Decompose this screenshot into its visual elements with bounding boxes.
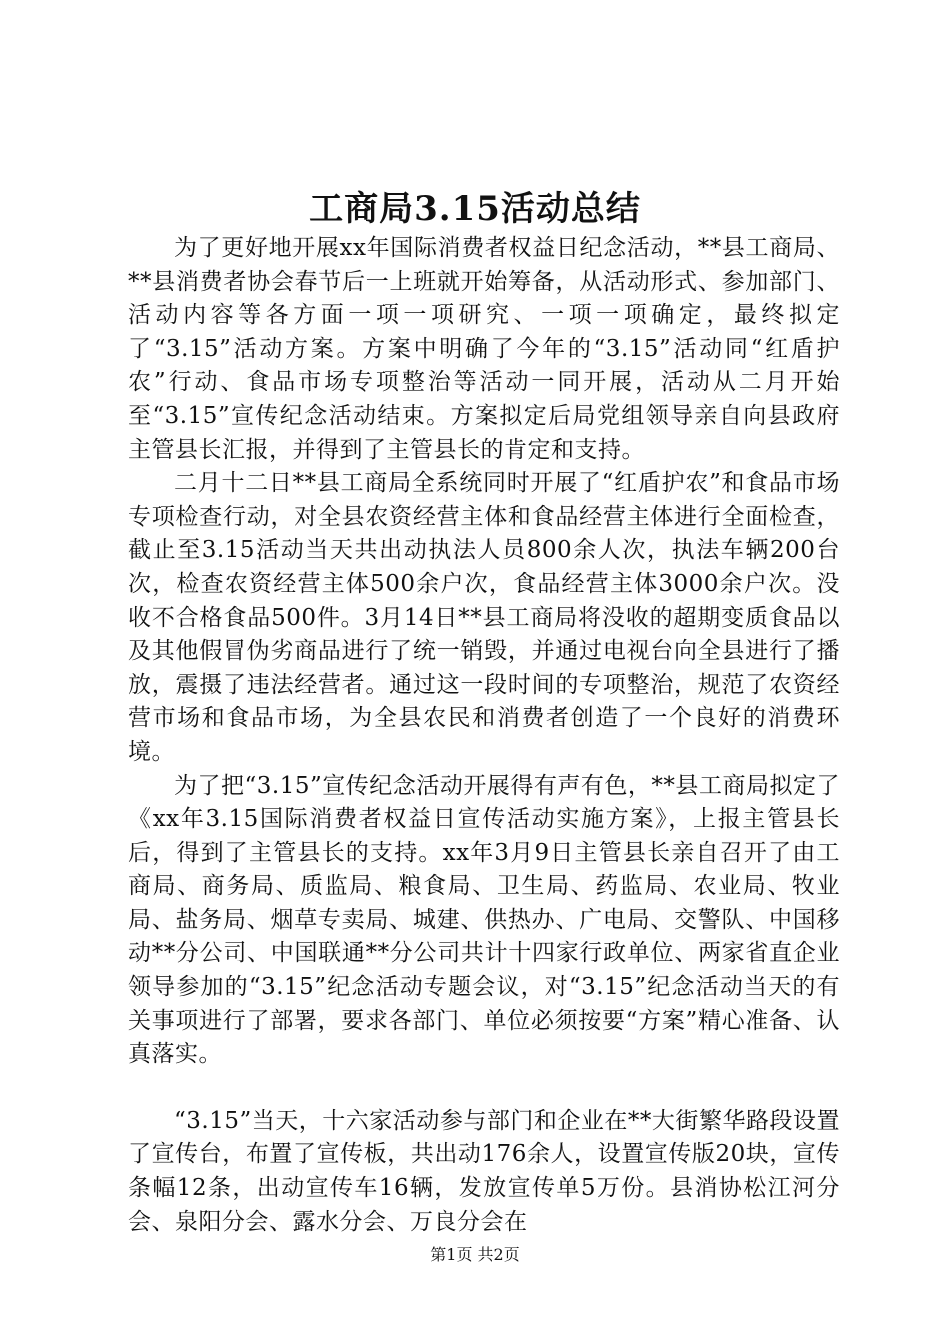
- document-title: 工商局3.15活动总结: [309, 189, 641, 229]
- document-body: [128, 232, 840, 1239]
- paragraph-gap: [128, 1072, 840, 1105]
- paragraph-1: 为了更好地开展xx年国际消费者权益日纪念活动，**县工商局、**县消费者协会春节后一上班就开始筹备，从活动形式、参加部门、活动内容等各方面一项一项研究、一项一项确定，最终拟定了“3.15”活动方案。方案中明确了今年的“3.15”活动同“红盾护农”行动、食品市场专项整治等活动一同开展，活动从二月开始至“3.15”宣传纪念活动结束。方案拟定后局党组领导亲自向县政府主管县长汇报，并得到了主管县长的肯定和支持。: [128, 235, 840, 463]
- paragraph-2: 二月十二日**县工商局全系统同时开展了“红盾护农”和食品市场专项检查行动，对全县农资经营主体和食品经营主体进行全面检查，截止至3.15活动当天共出动执法人员800余人次，执法车辆200台次，检查农资经营主体500余户次，食品经营主体3000余户次。没收不合格食品500件。3月14日**县工商局将没收的超期变质食品以及其他假冒伪劣商品进行了统一销毁，并通过电视台向全县进行了播放，震摄了违法经营者。通过这一段时间的专项整治，规范了农资经营市场和食品市场，为全县农民和消费者创造了一个良好的消费环境。: [128, 470, 840, 765]
- page-number-footer: 第1页 共2页: [430, 1245, 520, 1264]
- paragraph-3: 为了把“3.15”宣传纪念活动开展得有声有色，**县工商局拟定了《xx年3.15国际消费者权益日宣传活动实施方案》，上报主管县长后，得到了主管县长的支持。xx年3月9日主管县长亲自召开了由工商局、商务局、质监局、粮食局、卫生局、药监局、农业局、牧业局、盐务局、烟草专卖局、城建、供热办、广电局、交警队、中国移动**分公司、中国联通**分公司共计十四家行政单位、两家省直企业领导参加的“3.15”纪念活动专题会议，对“3.15”纪念活动当天的有关事项进行了部署，要求各部门、单位必须按要“方案”精心准备、认真落实。: [128, 772, 840, 1068]
- paragraph-4: “3.15”当天，十六家活动参与部门和企业在**大街繁华路段设置了宣传台，布置了宣传板，共出动176余人，设置宣传版20块，宣传条幅12条，出动宣传车16辆，发放宣传单5万份。县消协松江河分会、泉阳分会、露水分会、万良分会在: [128, 1107, 840, 1235]
